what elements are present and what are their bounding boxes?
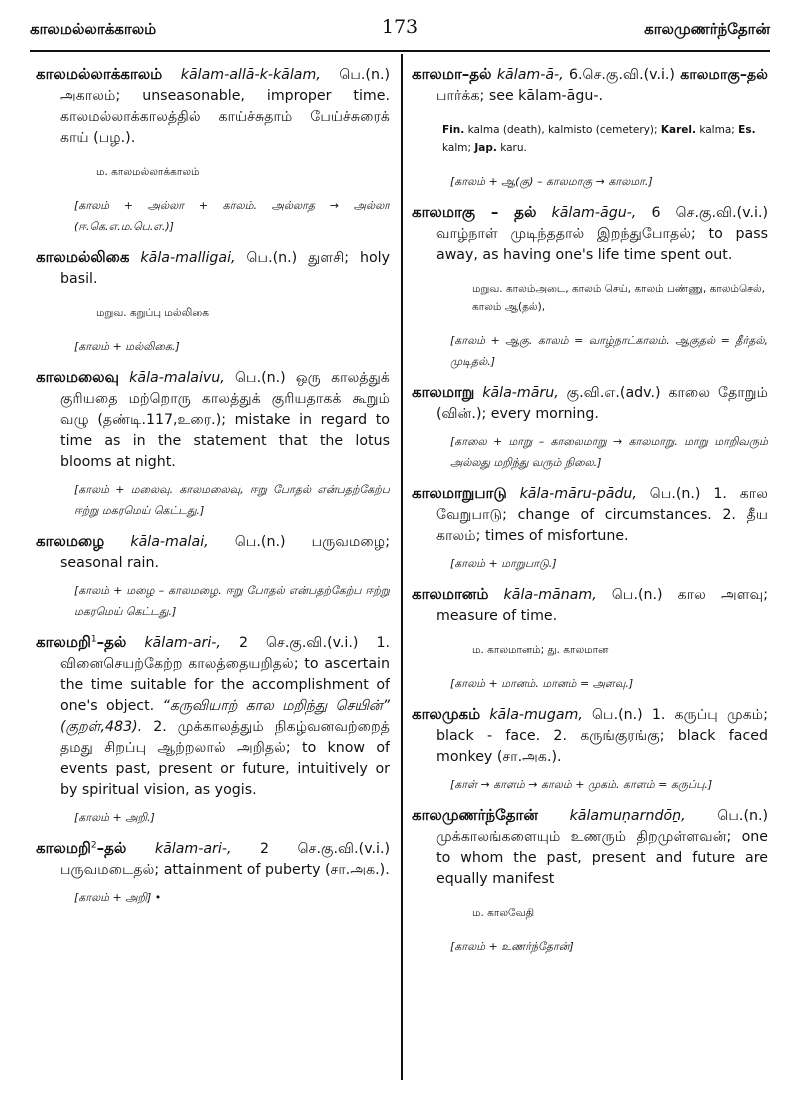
definition: 1. வினைசெயற்கேற்ற காலத்தையறிதல்; to ascertain the time suitable for the accomplishment of one's object. [60,635,390,714]
homograph-number: 2 [90,840,97,851]
cognate-form: kalma; [699,124,735,136]
headword: காலமறி [36,633,91,651]
grammar-tag: கு.வி.எ.(adv.) [566,385,661,401]
transliteration: kālam-ari-, [154,841,232,857]
quotation: “கருவியாற் கால மறிந்து செயின்” (குறள்,483). [60,698,390,735]
etymology-note: [காலம் + ஆ(கு) – காலமாகு → காலமா.] [450,175,653,188]
language-label: Es. [738,124,756,136]
cognate-form: kalm; [442,142,472,154]
cognate-form: karu. [500,142,527,154]
transliteration: kālam-allā-k-kālam, [180,67,321,83]
definition: கால அளவு; measure of time. [436,587,768,624]
transliteration: kālam-āgu-, [551,205,637,221]
headword-suffix: –தல் [96,633,127,651]
right-column [412,60,768,1080]
cognate-note: மறுவ. காலம்அடை, காலம் செய், காலம் பண்ணு, காலம்செல், காலம் ஆ(தல்), [472,283,766,313]
grammar-tag: 2 செ.கு.வி.(v.i.) [260,841,390,857]
dictionary-entry [36,838,390,881]
headword: காலமாறுபாடு [412,484,507,502]
dictionary-entry [36,64,390,149]
language-label: Jap. [474,142,497,154]
transliteration: kālam-ari-, [144,635,221,651]
headword: காலமா–தல் [412,65,492,83]
cognate-note: மறுவ. கறுப்பு மல்லிகை [96,307,209,319]
headword: காலமுகம் [412,705,481,723]
definition: பார்க்க; see kālam-āgu-. [436,88,603,104]
transliteration: kāla-malai, [130,534,209,550]
definition: வாழ்நாள் முடிந்ததால் இறந்துபோதல்; to pass away, as having one's life time spent out. [436,226,768,263]
column-divider [401,54,403,1080]
dictionary-entry [412,805,768,890]
grammar-tag: 2 செ.கு.வி.(v.i.) [238,635,359,651]
etymology-note: [காலம் + மாறுபாடு.] [450,557,557,570]
running-head [30,14,770,48]
cognate-note: ம. காலமானம்; து. காலமான [472,644,609,656]
headword: காலமறி [36,839,91,857]
etymology-note: [காலம் + ஆகு. காலம் = வாழ்நாட்காலம். ஆகுதல் = தீர்தல், முடிதல்.] [450,334,768,368]
headword: காலமல்லாக்காலம் [36,65,163,83]
transliteration: kāla-mānam, [503,587,597,603]
dictionary-entry [412,483,768,547]
grammar-tag: பெ.(n.) [246,250,298,266]
definition: 1. கருப்பு முகம்; black - face. 2. கருங்குரங்கு; black faced monkey (சா.அக.). [436,707,768,765]
definition: பருவமடைதல்; attainment of puberty (சா.அக.). [60,862,390,878]
dictionary-entry [412,584,768,627]
headword: காலமாகு – தல் [412,203,537,221]
headword: காலமானம் [412,585,489,603]
definition: 1. கால வேறுபாடு; change of circumstances. 2. தீய காலம்; times of misfortune. [436,486,768,544]
grammar-tag: பெ.(n.) [234,534,286,550]
transliteration: kālamuṇarndōṉ, [569,808,686,824]
dictionary-entry [36,247,390,290]
cognate-note: ம. காலமல்லாக்காலம் [96,166,200,178]
grammar-tag: பெ.(n.) [611,587,663,603]
grammar-tag: பெ.(n.) [339,67,390,83]
dictionary-entry [36,632,390,801]
grammar-tag: பெ.(n.) [592,707,643,723]
headword: காலமழை [36,532,105,550]
transliteration: kāla-māru-pādu, [519,486,637,502]
cognate-form: kalma (death), kalmisto (cemetery); [467,124,658,136]
transliteration: kālam-ā-, [496,67,564,83]
etymology-note: [காலம் + மலைவு. காலமலைவு, ஈறு போதல் என்பதற்கேற்ப ஈற்று மகரமெய் கெட்டது.] [74,483,390,517]
grammar-tag: 6 செ.கு.வி.(v.i.) [651,205,768,221]
grammar-tag: பெ.(n.) [649,486,701,502]
headword: காலமல்லிகை [36,248,130,266]
dictionary-entry [412,202,768,266]
etymology-note: [காலம் + மழை – காலமழை. ஈறு போதல் என்பதற்கேற்ப ஈற்று மகரமெய் கெட்டது.] [74,584,390,618]
etymology-note: [காலம் + அறி.] [74,811,155,824]
etymology-note: [காலம் + உணர்ந்தோன்] [450,940,574,953]
transliteration: kāla-malaivu, [129,370,225,386]
header-rule [30,50,770,52]
headword: காலமாறு [412,383,475,401]
headword: காலமுணர்ந்தோன் [412,806,538,824]
definition: துளசி; holy basil. [60,250,390,287]
grammar-tag: 6.செ.கு.வி.(v.i.) [568,67,675,83]
dictionary-entry [412,64,768,107]
right-guide-word: காலமுணர்ந்தோன் [644,20,770,38]
etymology-note: [காலம் + அல்லா + காலம். அல்லாத → அல்லா (ஈ.கெ.எ.ம.பெ.எ.)] [74,199,390,233]
etymology-note: [காலம் + மல்லிகை.] [74,340,180,353]
etymology-note: [காலை + மாறு – காலைமாறு → காலமாறு. மாறு மாறிவரும் அல்லது மறிந்து வரும் நிலை.] [450,435,768,469]
left-column [36,60,390,1080]
language-label: Fin. [442,124,465,136]
homograph-number: 1 [90,634,97,645]
dictionary-entry [36,367,390,473]
dictionary-entry [36,531,390,574]
cross-reference: காலமாகு–தல் [680,67,768,83]
language-label: Karel. [660,124,696,136]
cognate-note: ம. காலவேதி [472,907,535,919]
transliteration: kāla-malligai, [140,250,236,266]
etymology-note: [காலம் + மானம். மானம் = அளவு.] [450,677,634,690]
definition: பருவமழை; seasonal rain. [60,534,390,571]
definition: 2. முக்காலத்தும் நிகழ்வனவற்றைத் தமது சிறப்பு ஆற்றலால் அறிதல்; to know of events past, present or future, intuitively or by spiritual vision, as yogis. [60,719,390,798]
grammar-tag: பெ.(n.) [235,370,286,386]
definition: காலை தோறும் (வின்.); every morning. [436,385,768,422]
definition: முக்காலங்களையும் உணரும் திறமுள்ளவன்; one to whom the past, present and future are equally manifest [436,829,768,887]
transliteration: kāla-mugam, [489,707,583,723]
transliteration: kāla-māru, [482,385,559,401]
dictionary-entry [412,704,768,768]
headword: காலமலைவு [36,368,119,386]
definition: ஒரு காலத்துக் குரியதை மற்றொரு காலத்துக் குரியதாகக் கூறும் வழு (தண்டி.117,உரை.); mistake in regard to time as in the statement that the lotus blooms at night. [60,370,390,470]
page-number: 173 [381,16,419,38]
headword-suffix: –தல் [96,839,127,857]
cognate-note [442,121,768,157]
definition: அகாலம்; unseasonable, improper time. காலமல்லாக்காலத்தில் காய்ச்சுதாம் பேய்ச்சுரைக் காய் (பழ.). [60,88,390,146]
dictionary-entry [412,382,768,425]
etymology-note: [காலம் + அறி] • [74,891,162,904]
left-guide-word: காலமல்லாக்காலம் [30,20,157,38]
grammar-tag: பெ.(n.) [717,808,768,824]
etymology-note: [காள் → காளம் → காலம் + முகம். காளம் = கருப்பு.] [450,778,713,791]
